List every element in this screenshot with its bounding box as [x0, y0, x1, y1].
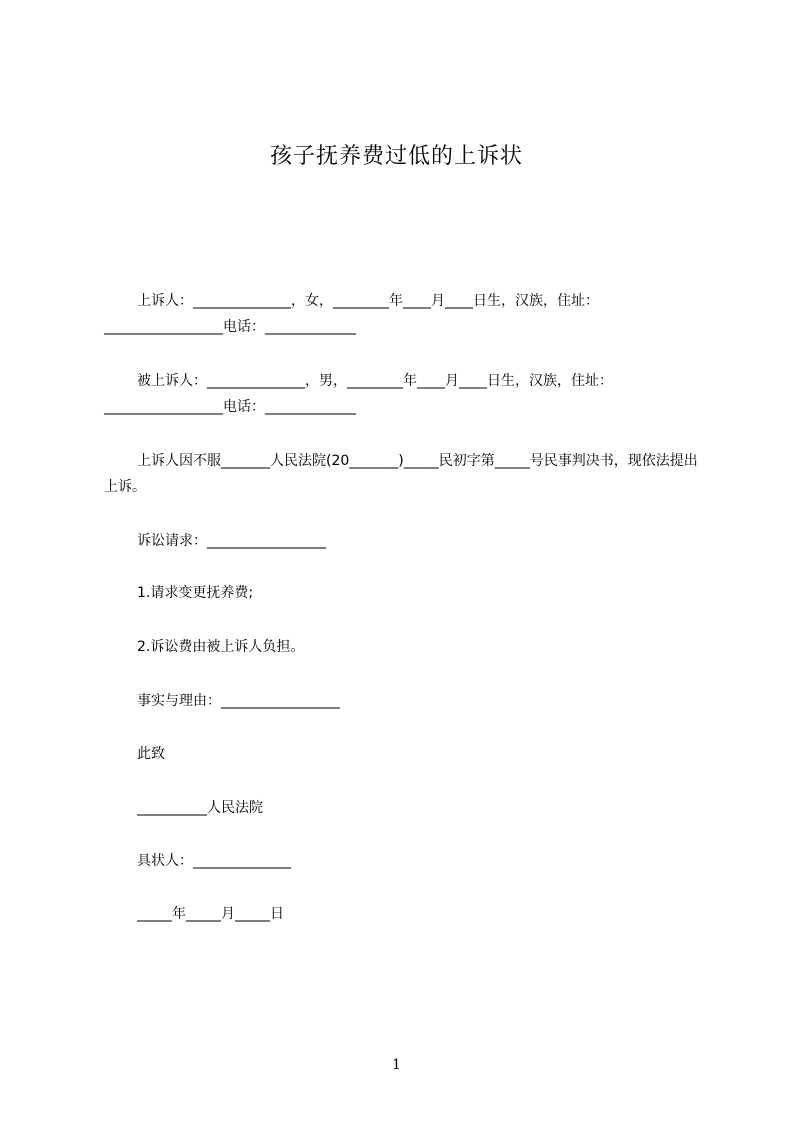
appellee-paragraph: 被上诉人：______________，男，________年____月____日生，汉族，住址：_________________电话：_____________	[104, 373, 613, 415]
intro-paragraph: 上诉人因不服_______人民法院(20_______)_____民初字第_____号民事判决书，现依法提出上诉。	[104, 453, 698, 495]
salutation: 此致	[137, 746, 165, 762]
claims-heading: 诉讼请求：_________________	[137, 533, 326, 549]
signer-line: 具状人：______________	[137, 853, 291, 869]
court-name: __________人民法院	[137, 800, 263, 816]
claim-item-1: 1.请求变更抚养费;	[137, 585, 254, 601]
appellant-paragraph: 上诉人：______________，女，________年____月____日生，汉族，住址：_________________电话：_____________	[104, 293, 599, 335]
claim-item-2: 2.诉讼费由被上诉人负担。	[137, 639, 305, 655]
facts-heading: 事实与理由：_________________	[137, 693, 340, 709]
page-number: 1	[392, 1057, 401, 1073]
date-line: _____年_____月_____日	[137, 906, 284, 922]
document-title: 孩子抚养费过低的上诉状	[269, 144, 523, 169]
